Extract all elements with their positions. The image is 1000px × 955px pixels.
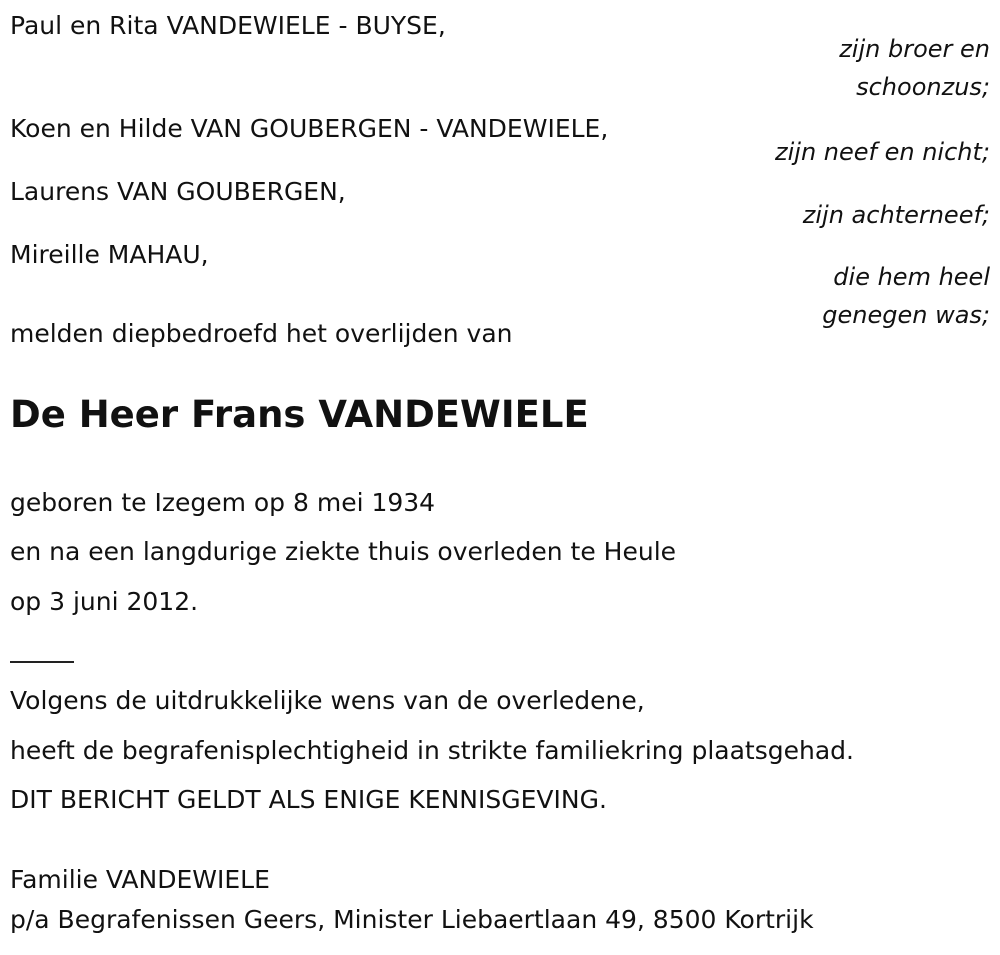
relation-text: zijn broer en <box>839 35 990 63</box>
contact-family: Familie VANDEWIELE <box>10 865 270 894</box>
relation-text: zijn neef en nicht; <box>775 138 990 166</box>
mourner-line-mireille: Mireille MAHAU, <box>10 240 209 269</box>
relation-devoted <box>822 258 990 334</box>
relation-brother-sister-in-law <box>839 30 990 106</box>
death-line-1: en na een langdurige ziekte thuis overleden te Heule <box>10 537 677 566</box>
relation-text: schoonzus; <box>856 73 990 101</box>
mourner-line-koen-hilde: Koen en Hilde VAN GOUBERGEN - VANDEWIELE, <box>10 114 609 143</box>
announcement-line: melden diepbedroefd het overlijden van <box>10 319 513 348</box>
relation-text: genegen was; <box>822 301 990 329</box>
relation-nephew-niece <box>775 133 990 171</box>
relation-grandnephew <box>803 196 990 234</box>
mourner-line-paul-rita: Paul en Rita VANDEWIELE - BUYSE, <box>10 11 446 40</box>
relation-text: zijn achterneef; <box>802 201 990 229</box>
contact-address: p/a Begrafenissen Geers, Minister Liebaertlaan 49, 8500 Kortrijk <box>10 905 814 934</box>
separator-rule <box>10 661 74 663</box>
notice-line-2: heeft de begrafenisplechtigheid in strikte familiekring plaatsgehad. <box>10 736 854 765</box>
notice-line-3: DIT BERICHT GELDT ALS ENIGE KENNISGEVING. <box>10 785 607 814</box>
deceased-name: De Heer Frans VANDEWIELE <box>10 393 589 436</box>
notice-line-1: Volgens de uitdrukkelijke wens van de overledene, <box>10 686 645 715</box>
mourner-line-laurens: Laurens VAN GOUBERGEN, <box>10 177 346 206</box>
relation-text: die hem heel <box>833 263 990 291</box>
birth-line: geboren te Izegem op 8 mei 1934 <box>10 488 436 517</box>
death-line-2: op 3 juni 2012. <box>10 587 199 616</box>
